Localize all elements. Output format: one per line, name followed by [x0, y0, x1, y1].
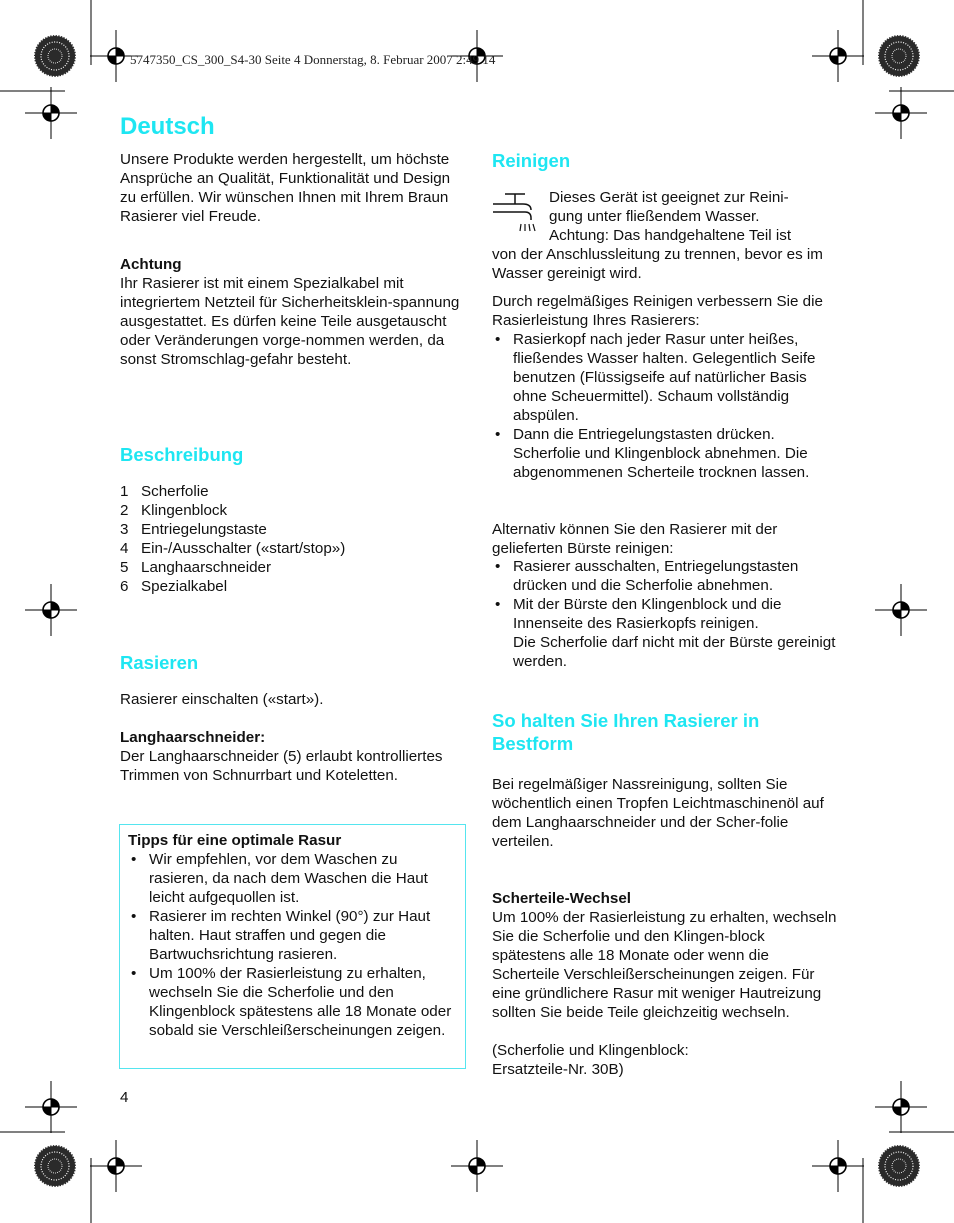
rasieren-text: Rasierer einschalten («start»).	[120, 691, 324, 708]
rasieren-heading: Rasieren	[120, 652, 199, 673]
brush-step-text: Mit der Bürste den Klingenblock und die Innenseite des Rasierkopfs reinigen.	[513, 596, 782, 632]
list-item: • Wir empfehlen, vor dem Waschen zu rasieren, da nach dem Waschen die Haut leicht aufgequollen ist.	[128, 850, 457, 907]
achtung-heading: Achtung	[120, 256, 182, 273]
list-item: 6 Spezialkabel	[120, 578, 228, 595]
langhaar-heading: Langhaarschneider:	[120, 729, 266, 746]
brush-cleaning-text: Alternativ können Sie den Rasierer mit der gelieferten Bürste reinigen:	[492, 521, 778, 557]
beschreibung-heading: Beschreibung	[120, 444, 244, 465]
wechsel-text: Um 100% der Rasierleistung zu erhalten, wechseln Sie die Scherfolie und den Klingen-block spätestens alle 18 Monate oder wenn die Scherteile Verschleißerscheinungen zeigen. Für eine gründlichere Rasur mit weniger Hautreizung sollten Sie beide Teile gleichzeitig wechseln.	[492, 909, 837, 1021]
water-tap-icon	[492, 190, 538, 236]
list-item: 4 Ein-/Ausschalter («start/stop»)	[120, 540, 346, 557]
tips-list	[128, 850, 457, 1040]
list-item: 2 Klingenblock	[120, 502, 228, 519]
list-item: 5 Langhaarschneider	[120, 559, 272, 576]
regular-cleaning-text: Durch regelmäßiges Reinigen verbessern Sie die Rasierleistung Ihres Rasierers:	[492, 293, 823, 329]
intro-paragraph: Unsere Produkte werden hergestellt, um höchste Ansprüche an Qualität, Funktionalität und Design zu erfüllen. Wir wünschen Ihnen mit Ihrem Braun Rasierer viel Freude.	[120, 151, 451, 225]
reinigen-heading: Reinigen	[492, 150, 571, 171]
list-item: • Um 100% der Rasierleistung zu erhalten, wechseln Sie die Scherfolie und den Klingenblock spätestens alle 18 Monate oder sobald sie Verschleißerscheinungen zeigen.	[128, 964, 457, 1040]
brush-cleaning-list	[492, 557, 837, 671]
page-number: 4	[120, 1089, 129, 1106]
tips-box	[119, 824, 466, 1069]
list-item	[492, 595, 837, 671]
parts-list	[120, 482, 465, 596]
langhaar-text: Der Langhaarschneider (5) erlaubt kontrolliertes Trimmen von Schnurrbart und Koteletten.	[120, 748, 443, 784]
wechsel-parts-1: (Scherfolie und Klingenblock:	[492, 1042, 689, 1059]
reinigen-line-2: gung unter fließendem Wasser.	[549, 208, 760, 225]
bestform-text: Bei regelmäßiger Nassreinigung, sollten Sie wöchentlich einen Tropfen Leichtmaschinenöl auf dem Langhaarschneider und der Scher-folie verteilen.	[492, 776, 824, 850]
list-item: • Rasierer im rechten Winkel (90°) zur Haut halten. Haut straffen und gegen die Bartwuchsrichtung rasieren.	[128, 907, 457, 964]
slug-line: 5747350_CS_300_S4-30 Seite 4 Donnerstag, 8. Februar 2007 2:49 14	[130, 52, 496, 67]
page-title: Deutsch	[120, 113, 215, 140]
reinigen-line-1: Dieses Gerät ist geeignet zur Reini-	[549, 189, 789, 206]
list-item: 3 Entriegelungstaste	[120, 521, 267, 538]
reinigen-line-3: Achtung: Das handgehaltene Teil ist	[549, 227, 792, 244]
list-item: • Rasierer ausschalten, Entriegelungstasten drücken und die Scherfolie abnehmen.	[492, 557, 837, 595]
regular-cleaning-list	[492, 330, 837, 482]
list-item: • Rasierkopf nach jeder Rasur unter heißes, fließendes Wasser halten. Gelegentlich Seife benutzen (Flüssigseife auf natürlicher Basis ohne Scheuermittel). Schaum vollständig abspülen.	[492, 330, 837, 425]
list-item: • Dann die Entriegelungstasten drücken. Scherfolie und Klingenblock abnehmen. Die abgenommenen Scherteile trocknen lassen.	[492, 425, 837, 482]
brush-note-text: Die Scherfolie darf nicht mit der Bürste gereinigt werden.	[513, 634, 836, 670]
bestform-heading: So halten Sie Ihren Rasierer in Bestform	[492, 710, 760, 754]
tips-heading: Tipps für eine optimale Rasur	[128, 832, 342, 849]
list-item: 1 Scherfolie	[120, 483, 209, 500]
reinigen-line-full: von der Anschlussleitung zu trennen, bevor es im Wasser gereinigt wird.	[492, 246, 823, 282]
wechsel-heading: Scherteile-Wechsel	[492, 890, 632, 907]
wechsel-parts-2: Ersatzteile-Nr. 30B)	[492, 1061, 624, 1078]
achtung-text: Ihr Rasierer ist mit einem Spezialkabel mit integriertem Netzteil für Sicherheitsklein-spannung ausgestattet. Es dürfen keine Teile ausgetauscht oder Veränderungen vorge-nommen werden, da sonst Stromschlag-gefahr besteht.	[120, 275, 460, 368]
